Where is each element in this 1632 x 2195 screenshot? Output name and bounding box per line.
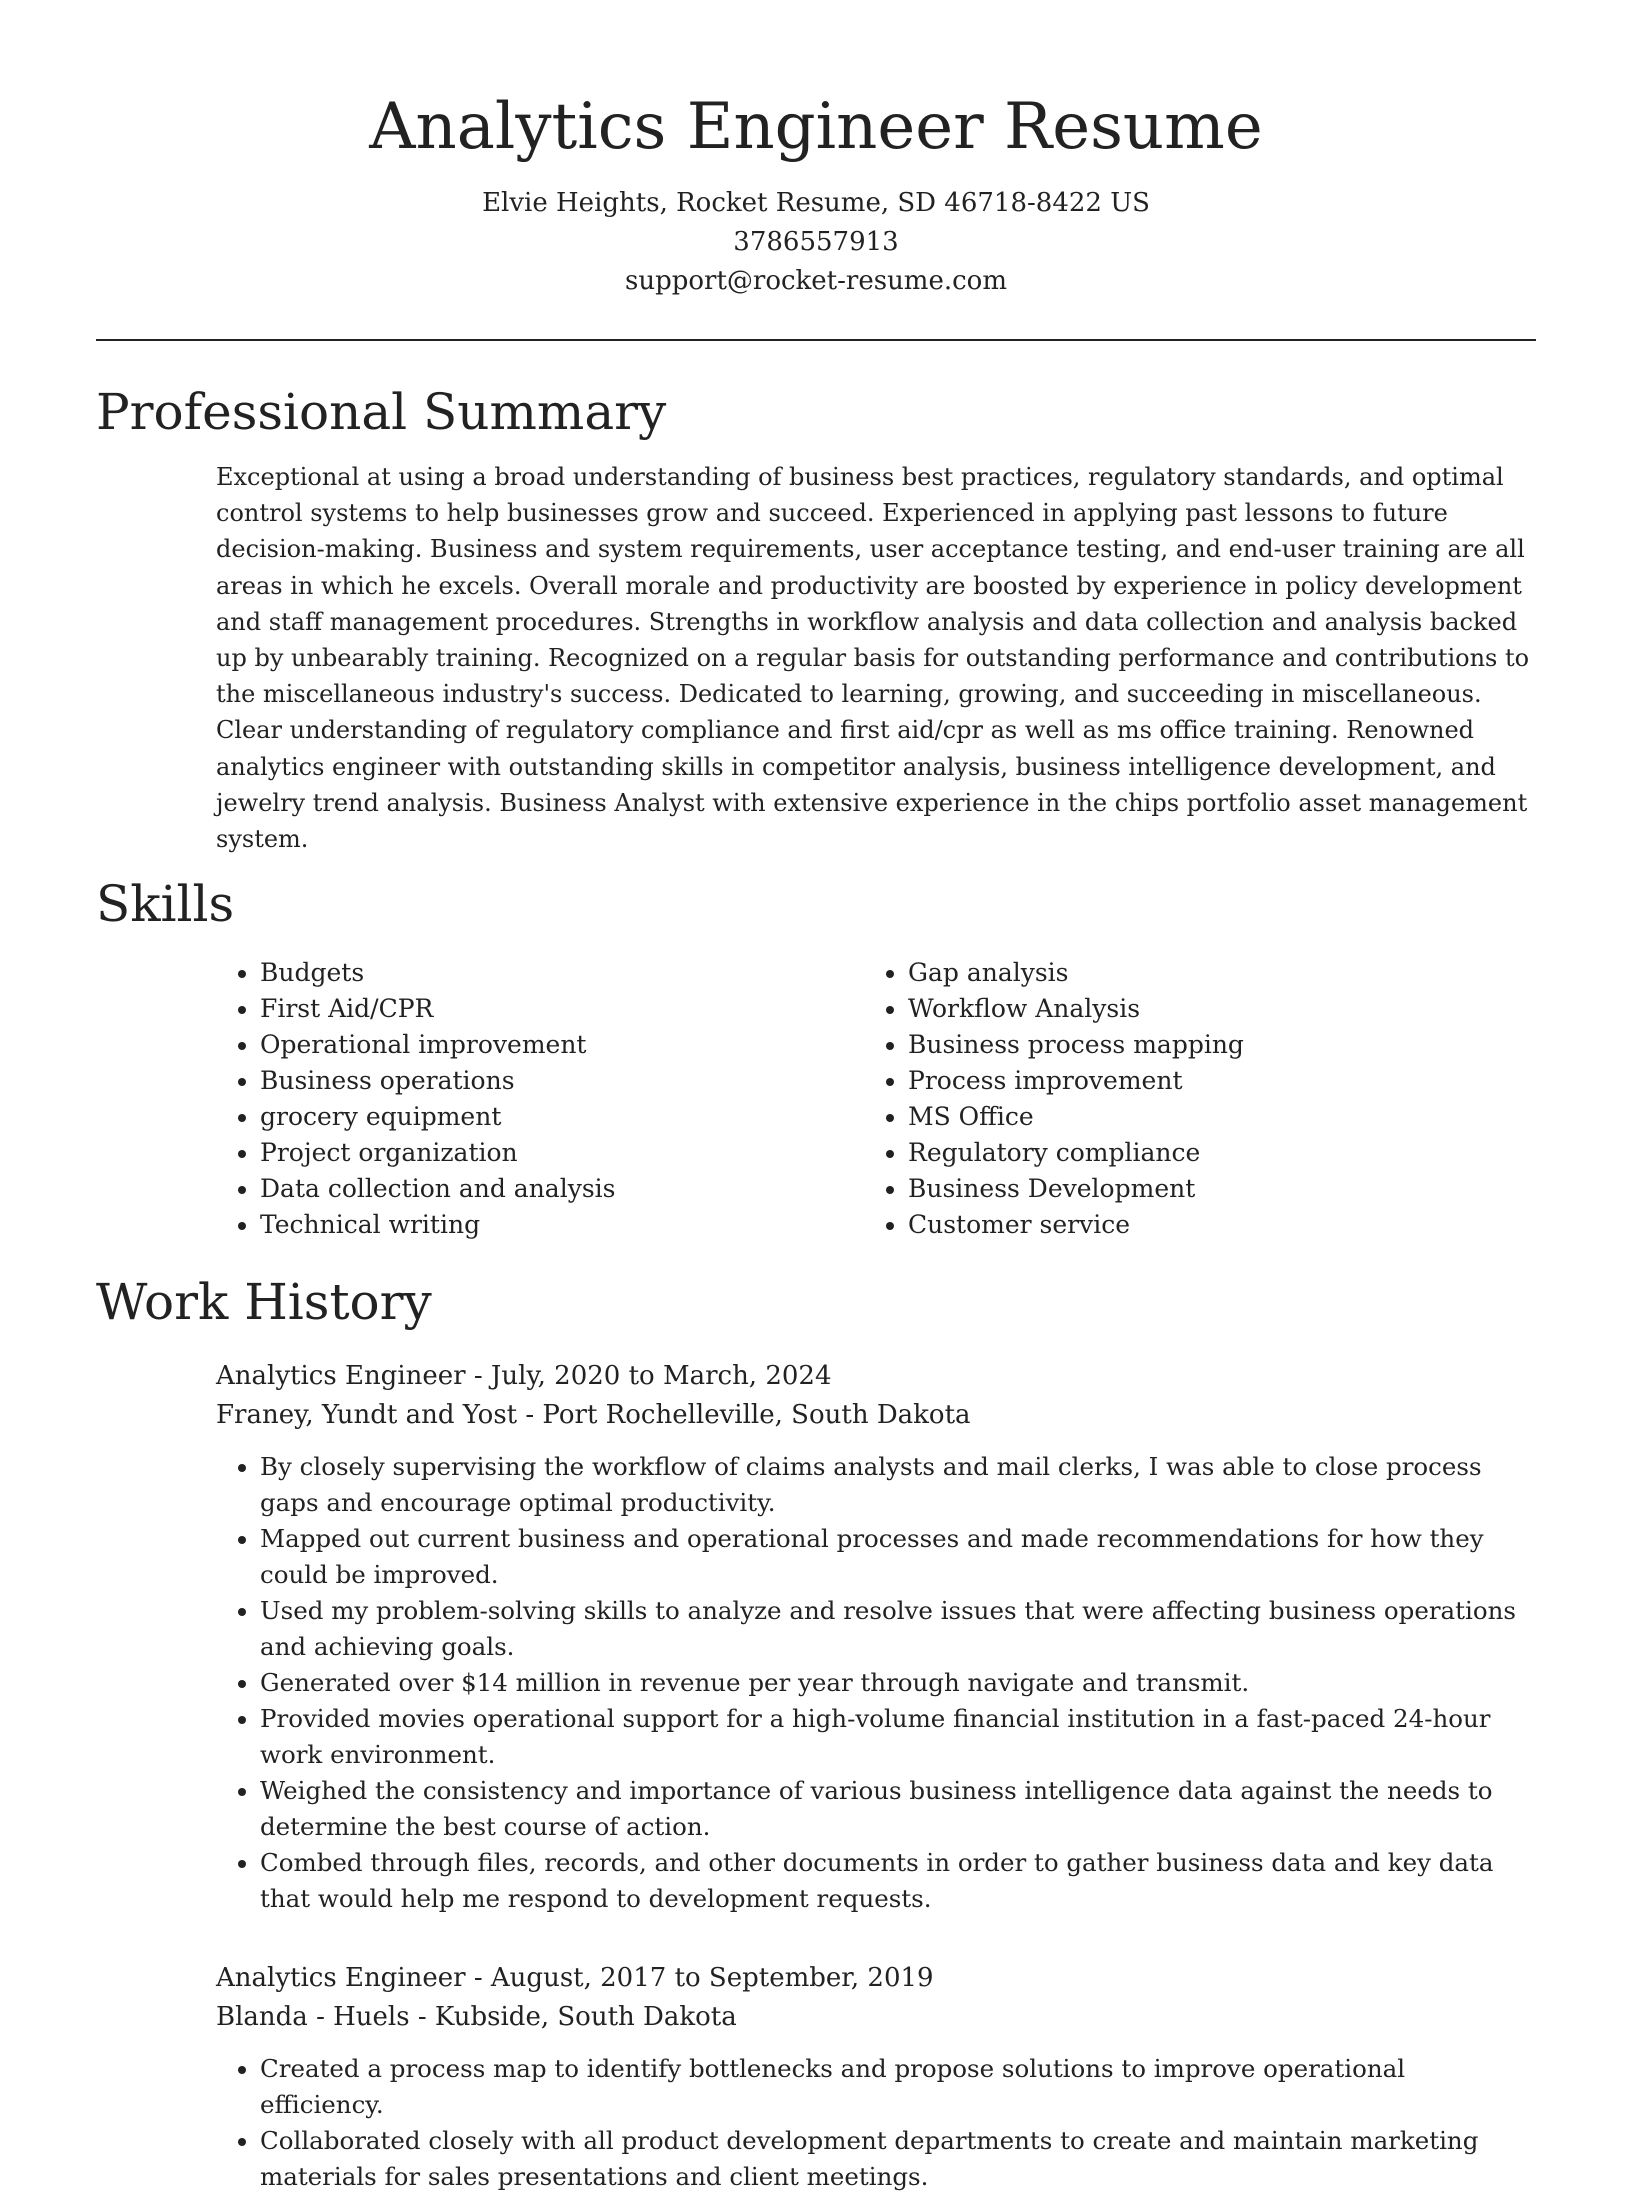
skill-item: • Operational improvement: [260, 1027, 864, 1063]
contact-block: [96, 184, 1536, 301]
job-bullets: [216, 2051, 1536, 2195]
job-bullet: • Created a process map to identify bottlenecks and propose solutions to improve operational efficiency.: [260, 2051, 1536, 2123]
job-bullet: • Weighed the consistency and importance of various business intelligence data against the needs to determine the best course of action.: [260, 1773, 1536, 1845]
job-bullet: • Generated over $14 million in revenue per year through navigate and transmit.: [260, 1665, 1536, 1701]
skill-item: • grocery equipment: [260, 1099, 864, 1135]
skills-column-left: [216, 955, 864, 1243]
skill-item: • MS Office: [908, 1099, 1512, 1135]
skill-item: • Data collection and analysis: [260, 1171, 864, 1207]
job-company-line: Blanda - Huels - Kubside, South Dakota: [216, 2002, 737, 2033]
job-bullet: • By closely supervising the workflow of claims analysts and mail clerks, I was able to close process gaps and encourage optimal productivity.: [260, 1449, 1536, 1521]
work-history-heading: Work History: [96, 1273, 432, 1332]
skill-item: • Business operations: [260, 1063, 864, 1099]
job-company-line: Franey, Yundt and Yost - Port Rochelleville, South Dakota: [216, 1400, 971, 1431]
job-bullet: • Used my problem-solving skills to analyze and resolve issues that were affecting business operations and achieving goals.: [260, 1593, 1536, 1665]
job-bullet: • Mapped out current business and operational processes and made recommendations for how they could be improved.: [260, 1521, 1536, 1593]
work-history-section: [96, 1267, 1536, 2195]
skill-item: • Project organization: [260, 1135, 864, 1171]
skills-heading: Skills: [96, 875, 235, 934]
skill-item: • Business process mapping: [908, 1027, 1512, 1063]
skill-item: • Gap analysis: [908, 955, 1512, 991]
summary-text: Exceptional at using a broad understanding of business best practices, regulatory standards, and optimal control systems to help businesses grow and succeed. Experienced in applying past lessons to future decision-making. Business and system requirements, user acceptance testing, and end-user training are all areas in which he excels. Overall morale and productivity are boosted by experience in policy development and staff management procedures. Strengths in workflow analysis and data collection and analysis backed up by unbearably training. Recognized on a regular basis for outstanding performance and contributions to the miscellaneous industry's success. Dedicated to learning, growing, and succeeding in miscellaneous. Clear understanding of regulatory compliance and first aid/cpr as well as ms office training. Renowned analytics engineer with outstanding skills in competitor analysis, business intelligence development, and jewelry trend analysis. Business Analyst with extensive experience in the chips portfolio asset management system.: [216, 463, 1530, 854]
contact-phone: 3786557913: [733, 227, 899, 257]
contact-address: Elvie Heights, Rocket Resume, SD 46718-8422 US: [482, 188, 1150, 218]
job-title-line: Analytics Engineer - July, 2020 to March, 2024: [216, 1361, 832, 1392]
job-bullets: [216, 1449, 1536, 1917]
skill-item: • Process improvement: [908, 1063, 1512, 1099]
summary-heading: Professional Summary: [96, 383, 667, 441]
job-bullet: • Provided movies operational support for a high-volume financial institution in a fast-paced 24-hour work environment.: [260, 1701, 1536, 1773]
job-entry: [216, 1357, 1536, 1917]
header-divider: [96, 339, 1536, 341]
skills-column-right: [864, 955, 1512, 1243]
summary-section: [96, 377, 1536, 857]
skills-section: [96, 869, 1536, 1243]
skills-grid: [216, 955, 1536, 1243]
skill-item: • Budgets: [260, 955, 864, 991]
job-title-line: Analytics Engineer - August, 2017 to September, 2019: [216, 1963, 934, 1994]
skill-item: • Regulatory compliance: [908, 1135, 1512, 1171]
job-bullet: • Combed through files, records, and other documents in order to gather business data and key data that would help me respond to development requests.: [260, 1845, 1536, 1917]
contact-email: support@rocket-resume.com: [624, 266, 1007, 296]
resume-header: [96, 0, 1536, 301]
job-entry: [216, 1959, 1536, 2195]
skill-item: • First Aid/CPR: [260, 991, 864, 1027]
resume-page: [96, 0, 1536, 2195]
skill-item: • Technical writing: [260, 1207, 864, 1243]
skill-item: • Business Development: [908, 1171, 1512, 1207]
skill-item: • Customer service: [908, 1207, 1512, 1243]
skill-item: • Workflow Analysis: [908, 991, 1512, 1027]
job-bullet: • Collaborated closely with all product development departments to create and maintain marketing materials for sales presentations and client meetings.: [260, 2123, 1536, 2195]
resume-title: Analytics Engineer Resume: [369, 90, 1263, 164]
